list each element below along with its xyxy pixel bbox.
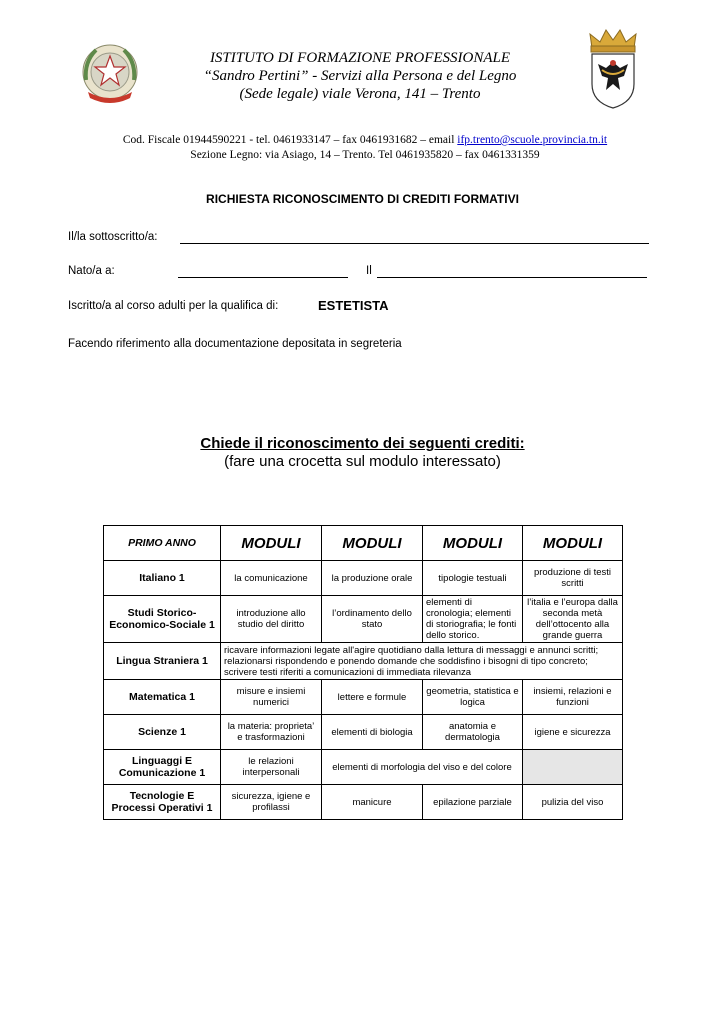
course-label: Iscritto/a al corso adulti per la qualifica di: [68, 300, 279, 312]
request-title: Chiede il riconoscimento dei seguenti crediti: [200, 435, 525, 452]
module-cell[interactable]: produzione di testi scritti [523, 561, 623, 596]
module-cell[interactable]: tipologie testuali [423, 561, 523, 596]
subject-cell: Tecnologie E Processi Operativi 1 [104, 785, 221, 820]
module-cell[interactable]: igiene e sicurezza [523, 715, 623, 750]
module-cell[interactable]: l’italia e l’europa dalla seconda metà dell’ottocento alla grande guerra [523, 596, 623, 643]
signer-name-line[interactable] [180, 243, 649, 244]
birthdate-line[interactable] [377, 277, 647, 278]
birthplace-label: Nato/a a: [68, 265, 115, 277]
table-row [104, 561, 623, 596]
header-moduli: MODULI [523, 526, 623, 561]
header-moduli: MODULI [423, 526, 523, 561]
table-row [104, 643, 623, 680]
contact-details: Cod. Fiscale 01944590221 - tel. 0461933147 – fax 0461931682 – email [122, 134, 458, 146]
trentino-coat-of-arms-icon [584, 26, 642, 110]
module-cell[interactable]: geometria, statistica e logica [423, 680, 523, 715]
module-cell[interactable]: pulizia del viso [523, 785, 623, 820]
subject-cell: Linguaggi E Comunicazione 1 [104, 750, 221, 785]
credits-table [103, 525, 623, 820]
school-subtitle: “Sandro Pertini” - Servizi alla Persona e del Legno [203, 68, 517, 84]
module-cell[interactable]: elementi di cronologia; elementi di storiografia; le fonti dello storico. [423, 596, 523, 643]
table-row [104, 596, 623, 643]
module-cell[interactable]: lettere e formule [322, 680, 423, 715]
birthplace-line[interactable] [178, 277, 348, 278]
subject-cell: Matematica 1 [104, 680, 221, 715]
module-cell[interactable]: misure e insiemi numerici [221, 680, 322, 715]
school-header [160, 49, 560, 103]
header-primo-anno: PRIMO ANNO [104, 526, 221, 561]
empty-cell [523, 750, 623, 785]
contact-line-2: Sezione Legno: via Asiago, 14 – Trento. Tel 0461935820 – fax 0461331359 [190, 149, 540, 161]
module-cell-wide[interactable]: ricavare informazioni legate all'agire quotidiano dalla lettura di messaggi e annunci scritti; relazionarsi rispondendo e ponendo domande che soddisfino i bisogni di tipo concreto; scrivere testi riferiti a comunicazioni di immediata rilevanza [221, 643, 623, 680]
module-cell[interactable]: introduzione allo studio del diritto [221, 596, 322, 643]
contact-info [60, 133, 670, 163]
table-row [104, 785, 623, 820]
form-title: RICHIESTA RICONOSCIMENTO DI CREDITI FORMATIVI [206, 192, 519, 206]
module-cell[interactable]: anatomia e dermatologia [423, 715, 523, 750]
module-cell[interactable]: le relazioni interpersonali [221, 750, 322, 785]
table-header-row [104, 526, 623, 561]
header-moduli: MODULI [322, 526, 423, 561]
reference-text: Facendo riferimento alla documentazione depositata in segreteria [68, 338, 402, 350]
subject-cell: Studi Storico-Economico-Sociale 1 [104, 596, 221, 643]
subject-cell: Lingua Straniera 1 [104, 643, 221, 680]
table-row [104, 680, 623, 715]
email-link[interactable]: ifp.trento@scuole.provincia.tn.it [457, 134, 608, 146]
table-row [104, 750, 623, 785]
subject-cell: Scienze 1 [104, 715, 221, 750]
module-cell[interactable]: l’ordinamento dello stato [322, 596, 423, 643]
request-instruction: (fare una crocetta sul modulo interessato) [224, 453, 501, 470]
school-name: ISTITUTO DI FORMAZIONE PROFESSIONALE [209, 50, 511, 66]
birthdate-label: Il [366, 265, 372, 277]
module-cell[interactable]: insiemi, relazioni e funzioni [523, 680, 623, 715]
contact-line-1 [60, 133, 670, 148]
module-cell-span[interactable]: elementi di morfologia del viso e del colore [322, 750, 523, 785]
header-moduli: MODULI [221, 526, 322, 561]
module-cell[interactable]: la comunicazione [221, 561, 322, 596]
request-heading [0, 435, 725, 471]
table-row [104, 715, 623, 750]
subject-cell: Italiano 1 [104, 561, 221, 596]
module-cell[interactable]: elementi di biologia [322, 715, 423, 750]
course-value: ESTETISTA [318, 298, 389, 313]
module-cell[interactable]: manicure [322, 785, 423, 820]
module-cell[interactable]: sicurezza, igiene e profilassi [221, 785, 322, 820]
module-cell[interactable]: la produzione orale [322, 561, 423, 596]
signer-label: Il/la sottoscritto/a: [68, 231, 158, 243]
module-cell[interactable]: epilazione parziale [423, 785, 523, 820]
italian-republic-emblem-icon [78, 40, 142, 110]
school-address: (Sede legale) viale Verona, 141 – Trento [239, 86, 481, 102]
module-cell[interactable]: la materia: proprieta’ e trasformazioni [221, 715, 322, 750]
